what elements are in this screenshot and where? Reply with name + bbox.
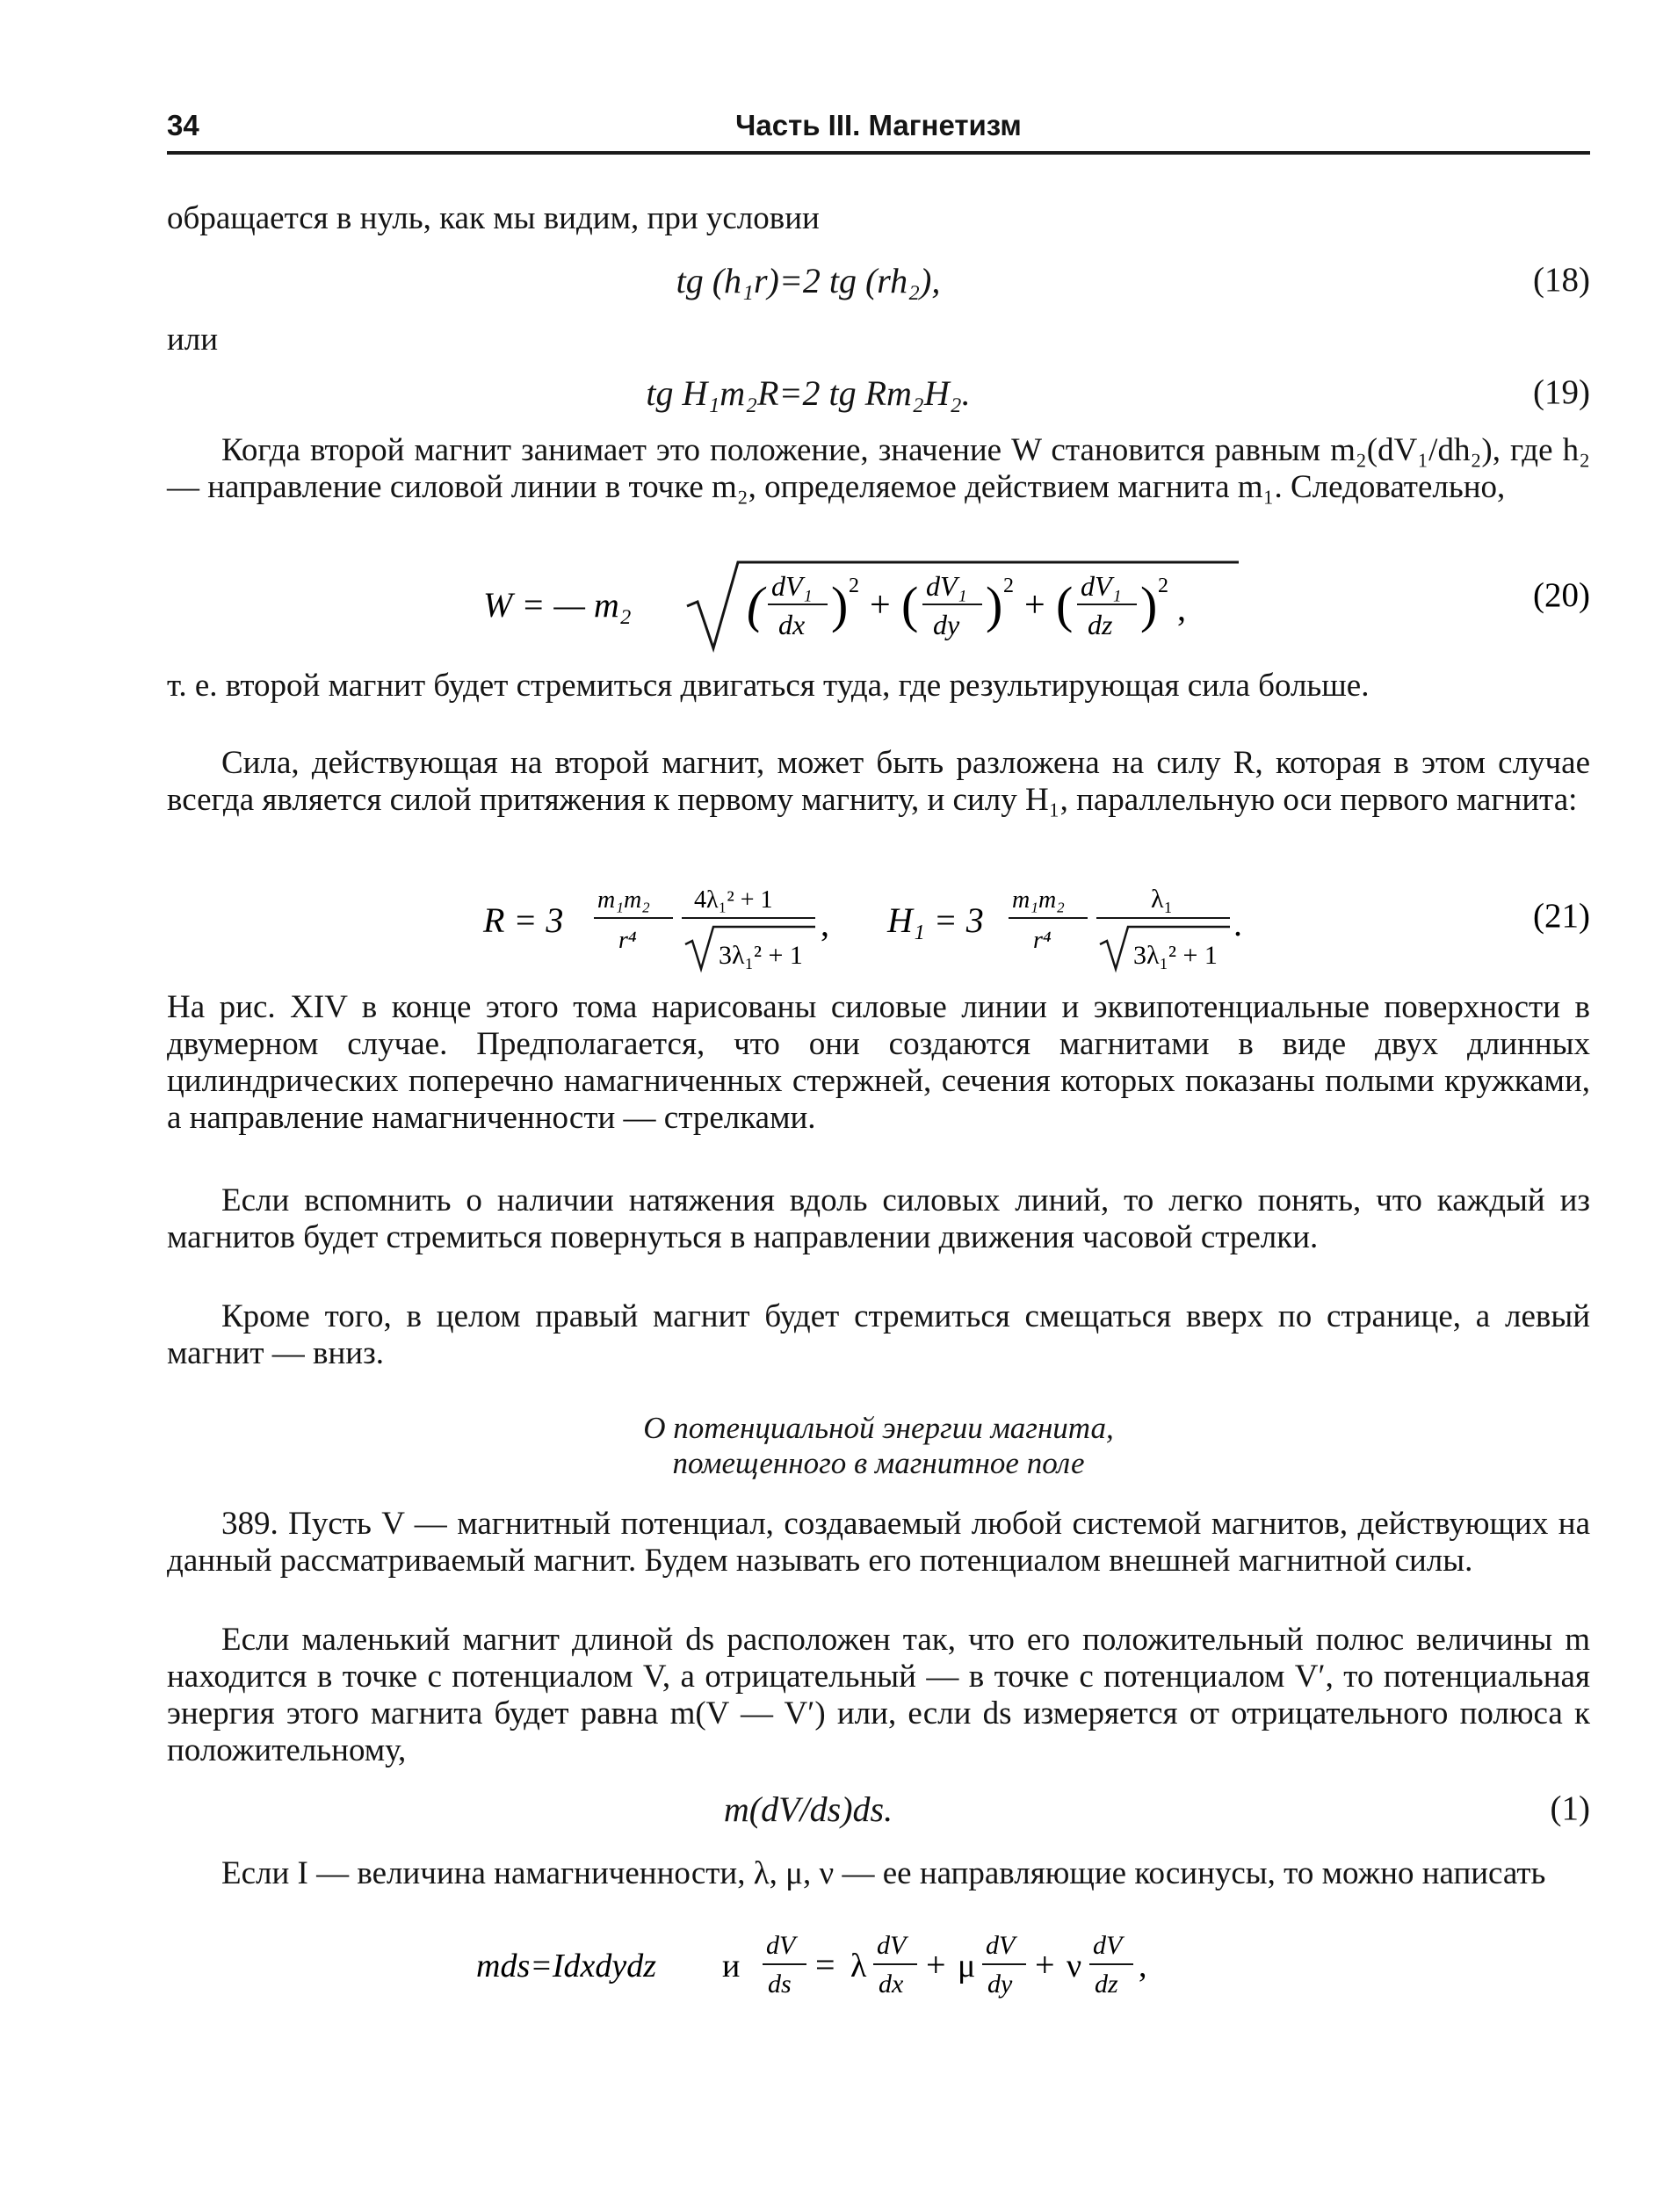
equation-1-number: (1)	[1550, 1789, 1590, 1827]
equation-18-number: (18)	[1533, 261, 1590, 299]
svg-text:m₁m₂: m₁m₂	[597, 886, 650, 914]
svg-text:dx: dx	[879, 1970, 904, 1999]
svg-text:dy: dy	[987, 1970, 1013, 1999]
section-title: О потенциальной энергии магнита, помещенного в магнитное поле	[643, 1411, 1114, 1480]
svg-text:dV: dV	[1093, 1931, 1123, 1960]
svg-text:,: ,	[1139, 1948, 1147, 1984]
svg-text:.: .	[1233, 904, 1242, 943]
svg-text:=: =	[815, 1945, 835, 1984]
svg-text:(: (	[747, 576, 764, 633]
equation-last	[167, 1919, 1590, 2015]
svg-text:H₁ = 3: H₁ = 3	[887, 900, 984, 940]
svg-text:3λ₁² + 1: 3λ₁² + 1	[1133, 941, 1218, 970]
svg-text:3λ₁² + 1: 3λ₁² + 1	[719, 941, 803, 970]
svg-text:и: и	[722, 1948, 741, 1984]
equation-1	[167, 1783, 1590, 1836]
paragraph-besides: Кроме того, в целом правый магнит будет стремиться смещаться вверх по странице, а левый магнит — вниз.	[167, 1298, 1590, 1371]
svg-text:dV: dV	[986, 1931, 1016, 1960]
svg-text:+: +	[926, 1945, 946, 1984]
paragraph-when: Когда второй магнит занимает это положение, значение W становится равным m₂(dV₁/dh₂), где h₂ — направление силовой линии в точке m₂, определяемое действием магнита m₁. Следовательно,	[167, 432, 1590, 505]
eq20-lhs: W = — m₂	[483, 585, 632, 625]
paragraph-recall: Если вспомнить о наличии натяжения вдоль силовых линий, то легко понять, что каждый из магнитов будет стремиться повернуться в направлении движения часовой стрелки.	[167, 1182, 1590, 1255]
svg-text:): )	[1140, 576, 1158, 633]
equation-21	[167, 865, 1590, 979]
svg-text:4λ₁² + 1: 4λ₁² + 1	[694, 886, 773, 914]
equation-20	[167, 553, 1590, 659]
equation-19	[167, 367, 1590, 420]
svg-text:dV: dV	[766, 1931, 796, 1960]
svg-text:mds=Idxdydz: mds=Idxdydz	[476, 1948, 657, 1984]
paragraph-figure: На рис. XIV в конце этого тома нарисованы силовые линии и эквипотенциальные поверхности в двумерном случае. Предполагается, что они создаются магнитами в виде двух длинных цилиндрических поперечно намагниченных стержней, сечения которых показаны полыми кружками, а направление намагниченности — стрелками.	[167, 989, 1590, 1136]
svg-text:dV: dV	[877, 1931, 907, 1960]
svg-text:dx: dx	[778, 609, 806, 640]
equation-20-number: (20)	[1533, 576, 1590, 614]
svg-text:r⁴: r⁴	[618, 927, 637, 954]
svg-text:μ: μ	[958, 1948, 976, 1984]
header-rule	[167, 151, 1590, 155]
svg-text:+: +	[870, 585, 891, 625]
equation-19-expr: tg H₁m₂R=2 tg Rm₂H₂.	[646, 373, 971, 413]
svg-text:m₁m₂: m₁m₂	[1012, 886, 1065, 914]
svg-text:r⁴: r⁴	[1033, 927, 1052, 954]
svg-text:+: +	[1035, 1945, 1055, 1984]
svg-text:dV₁: dV₁	[926, 570, 967, 602]
svg-text:λ₁: λ₁	[1151, 885, 1174, 914]
svg-text:(: (	[901, 576, 919, 633]
equation-21-number: (21)	[1533, 897, 1590, 935]
svg-text:ν: ν	[1067, 1948, 1082, 1984]
svg-text:2: 2	[1003, 575, 1014, 597]
svg-text:,: ,	[821, 904, 829, 943]
svg-text:+: +	[1024, 585, 1045, 625]
svg-text:dy: dy	[933, 609, 960, 640]
running-title: Часть III. Магнетизм	[735, 109, 1022, 141]
svg-text:): )	[831, 576, 849, 633]
svg-text:,: ,	[1177, 589, 1186, 628]
page-header	[167, 104, 1590, 148]
svg-text:2: 2	[849, 575, 859, 597]
paragraph-intro: обращается в нуль, как мы видим, при условии	[167, 200, 820, 236]
equation-18-expr: tg (h₁r)=2 tg (rh₂),	[676, 261, 941, 300]
svg-text:dz: dz	[1088, 609, 1113, 640]
paragraph-small-magnet: Если маленький магнит длиной ds расположен так, что его положительный полюс величины m находится в точке с потенциалом V, а отрицательный — в точке с потенциалом V′, то потенциальная энергия этого магнита будет равна m(V — V′) или, если ds измеряется от отрицательного полюса к положительному,	[167, 1622, 1590, 1768]
svg-text:(: (	[1056, 576, 1074, 633]
equation-19-number: (19)	[1533, 373, 1590, 411]
svg-text:ds: ds	[768, 1970, 792, 1999]
word-or: или	[167, 322, 219, 358]
equation-1-expr: m(dV/ds)ds.	[723, 1789, 893, 1829]
svg-text:2: 2	[1158, 575, 1168, 597]
paragraph-ie: т. е. второй магнит будет стремиться двигаться туда, где результирующая сила больше.	[167, 668, 1370, 704]
equation-18	[167, 255, 1590, 307]
svg-text:dV₁: dV₁	[771, 570, 813, 602]
svg-text:dz: dz	[1095, 1970, 1118, 1999]
svg-text:dV₁: dV₁	[1081, 570, 1122, 602]
paragraph-389: 389. Пусть V — магнитный потенциал, создаваемый любой системой магнитов, действующих на данный рассматриваемый магнит. Будем называть его потенциалом внешней магнитной силы.	[167, 1506, 1590, 1579]
svg-text:λ: λ	[850, 1948, 867, 1984]
paragraph-force: Сила, действующая на второй магнит, может быть разложена на силу R, которая в этом случае всегда является силой притяжения к первому магниту, и силу H₁, параллельную оси первого магнита:	[167, 745, 1590, 818]
svg-text:R = 3: R = 3	[483, 900, 564, 940]
svg-text:): )	[986, 576, 1003, 633]
paragraph-if-i: Если I — величина намагниченности, λ, μ, ν — ее направляющие косинусы, то можно написать	[221, 1855, 1546, 1891]
page-number: 34	[167, 109, 199, 141]
